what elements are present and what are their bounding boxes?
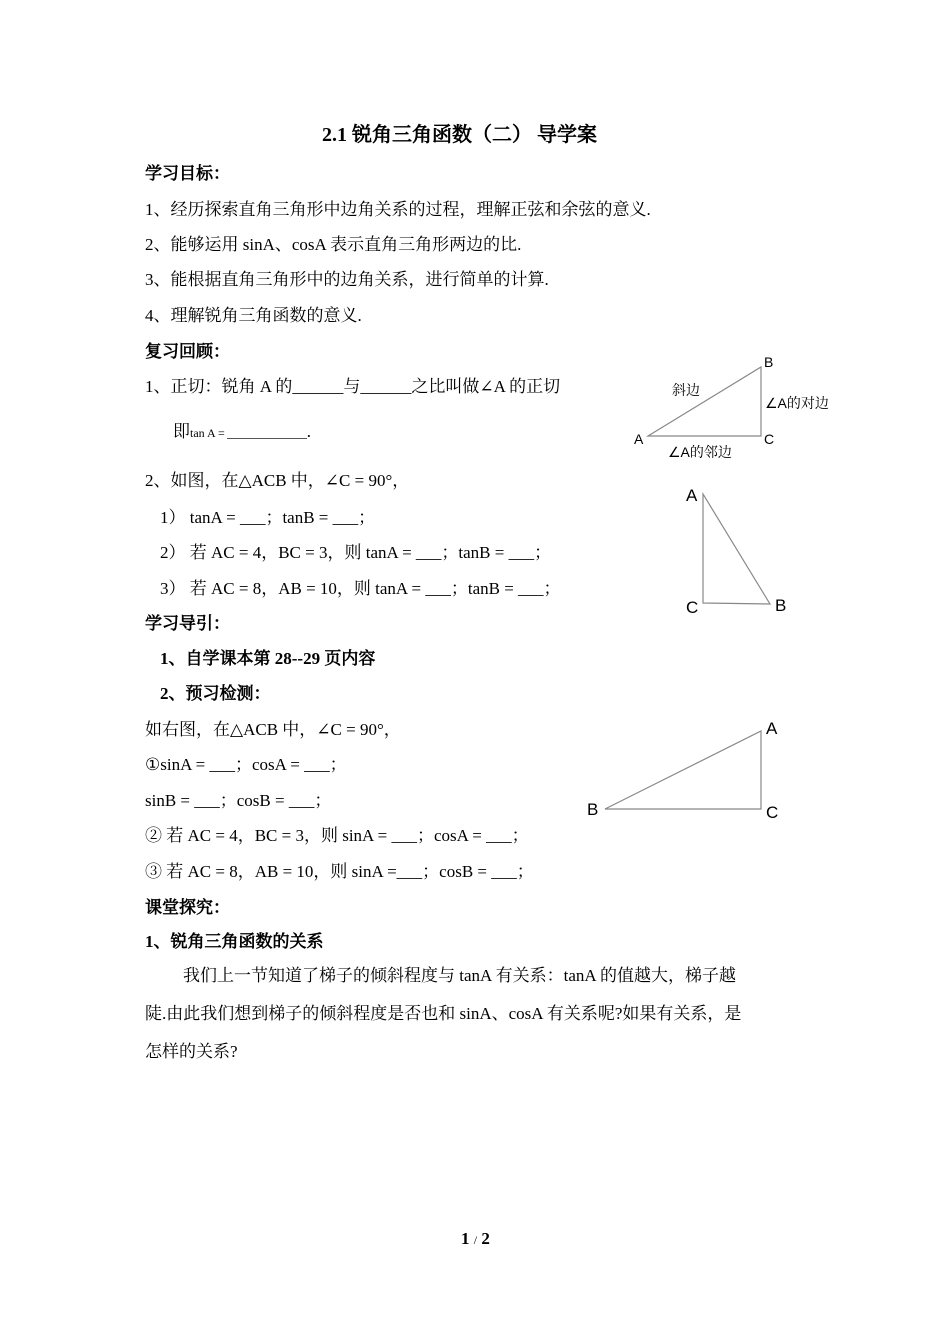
fig1-label-C: C [764,431,775,447]
guide-item-1: 1、自学课本第 28--29 页内容 [160,649,376,668]
fig2-label-C: C [686,598,699,617]
goal-item: 2、能够运用 sinA、cosA 表示直角三角形两边的比. [145,235,522,254]
guide-item-2: 2、预习检测： [160,684,271,703]
fig2-label-B: B [775,596,787,615]
explore-subheading: 1、锐角三角函数的关系 [145,932,324,951]
review-subitem: 1） tanA = ___；tanB = ___； [160,508,376,527]
page-number [461,1228,490,1251]
fig2-label-A: A [686,486,698,505]
formula-end: . [306,422,312,441]
review-subitem: 3） 若 AC = 8，AB = 10，则 tanA = ___；tanB = ___； [160,579,561,598]
review-question-1: 1、正切：锐角 A 的______与______之比叫做∠A 的正切 [145,377,561,396]
fig1-label-B: B [764,354,774,370]
fig1-label-opposite: ∠A的对边 [765,395,829,411]
guide-line: ③ 若 AC = 8，AB = 10，则 sinA =___；cosB = ___； [145,862,534,881]
fig1-label-A: A [634,431,644,447]
fig1-label-hypotenuse: 斜边 [672,382,700,398]
fig3-label-B: B [587,800,599,819]
explore-heading: 课堂探究： [145,898,230,917]
review-question-2: 2、如图，在△ACB 中，∠C = 90°， [145,471,410,490]
formula-prefix: 即 [173,422,190,441]
review-subitem: 2） 若 AC = 4，BC = 3，则 tanA = ___；tanB = ___； [160,543,552,562]
fig1-label-adjacent: ∠A的邻边 [668,444,732,460]
fig3-triangle [605,731,761,809]
guide-line: 如右图，在△ACB 中，∠C = 90°， [145,720,401,739]
guide-line: ①sinA = ___；cosA = ___； [145,755,347,774]
page-separator: / [473,1233,478,1247]
explore-paragraph-line: 我们上一节知道了梯子的倾斜程度与 tanA 有关系：tanA 的值越大，梯子越 [183,966,736,985]
explore-paragraph-line: 陡.由此我们想到梯子的倾斜程度是否也和 sinA、cosA 有关系呢?如果有关系，是 [145,1004,742,1023]
fig3-label-C: C [766,803,779,822]
current-page: 1 [461,1229,470,1248]
goal-item: 1、经历探索直角三角形中边角关系的过程，理解正弦和余弦的意义. [145,200,651,219]
page-title: 2.1 锐角三角函数（二） 导学案 [322,124,597,146]
fig2-triangle [703,494,770,604]
guide-line: sinB = ___；cosB = ___； [145,791,332,810]
goal-item: 3、能根据直角三角形中的边角关系，进行简单的计算. [145,270,549,289]
guide-line: ② 若 AC = 4，BC = 3，则 sinA = ___；cosA = ___； [145,826,529,845]
guide-heading: 学习导引： [145,614,230,633]
formula-text: tan A = [190,426,225,440]
review-heading: 复习回顾： [145,342,230,361]
goals-heading: 学习目标： [145,164,230,183]
explore-paragraph-line: 怎样的关系? [145,1042,238,1061]
total-pages: 2 [481,1229,490,1248]
fig1-triangle [648,367,761,436]
goal-item: 4、理解锐角三角函数的意义. [145,306,362,325]
fig3-label-A: A [766,719,778,738]
